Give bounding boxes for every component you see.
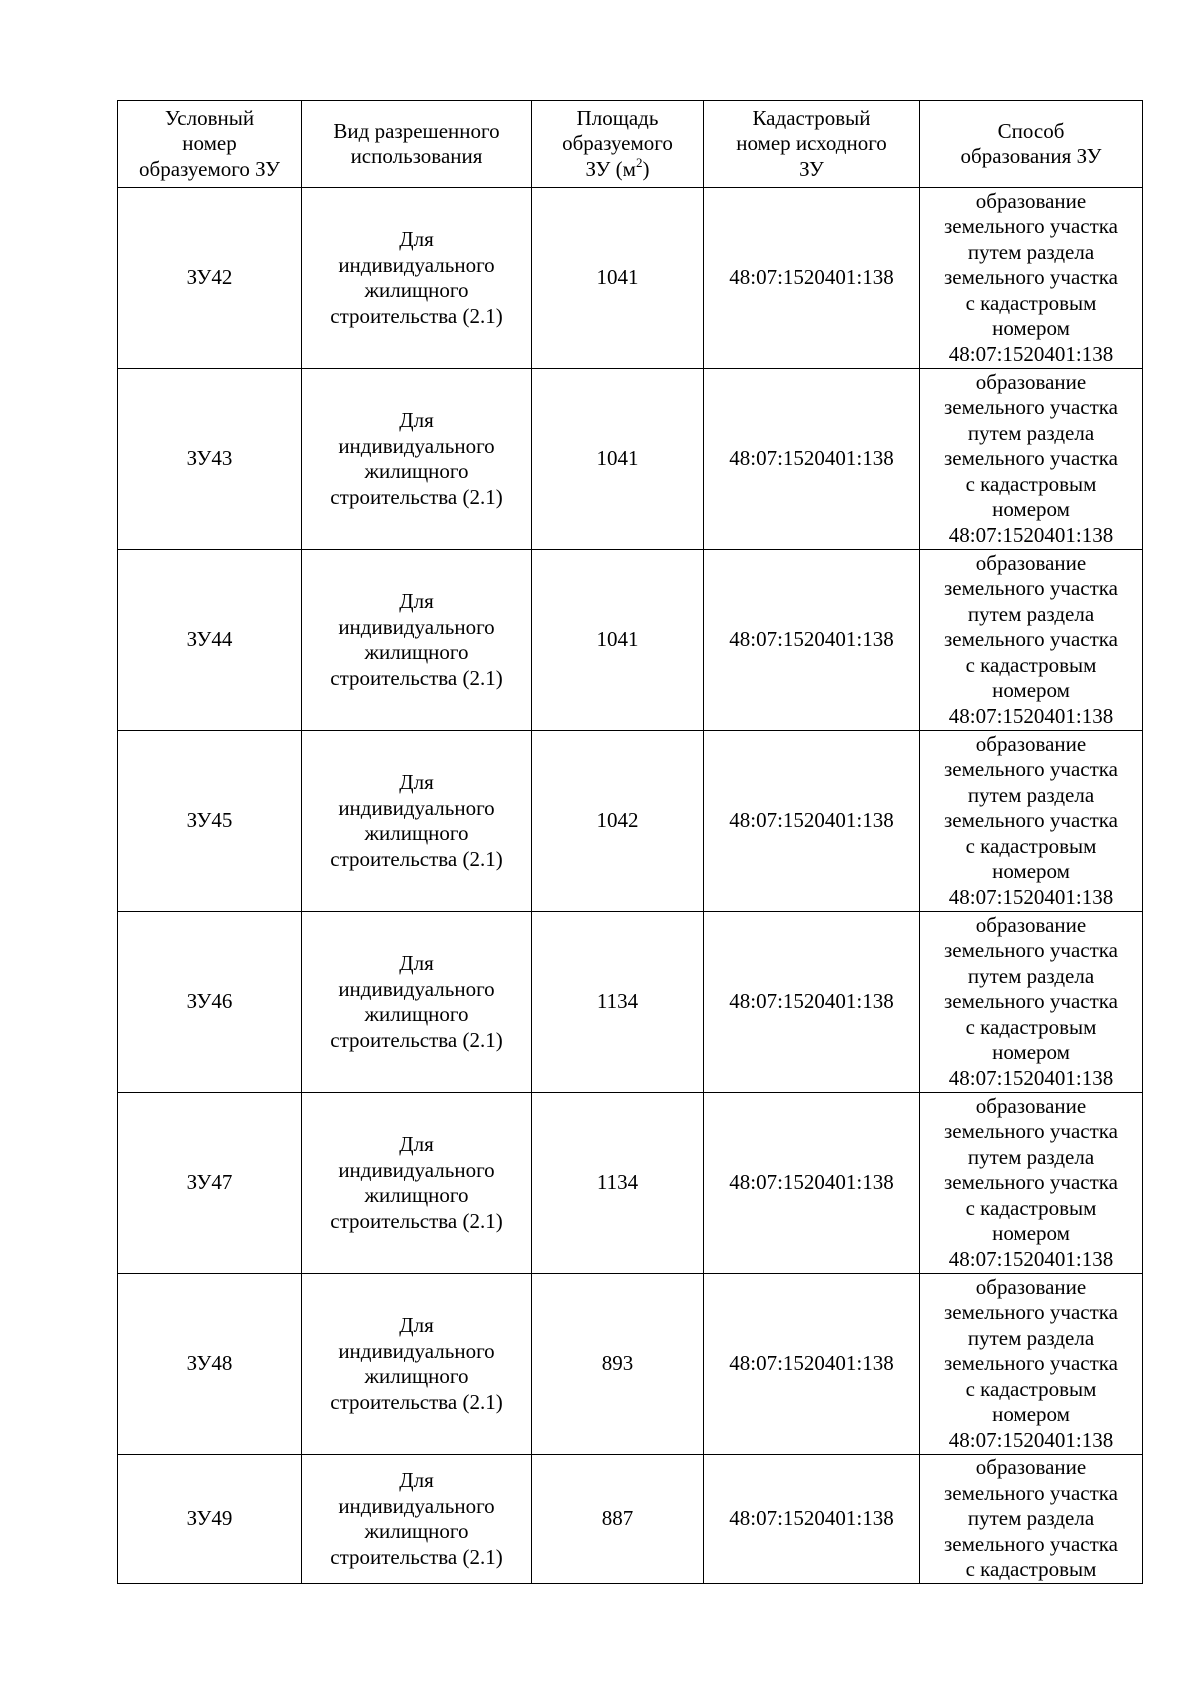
cell-area: 1134 <box>532 912 704 1093</box>
header-area-superscript: 2 <box>635 154 643 170</box>
cell-permitted-use: Для индивидуального жилищного строительства (2.1) <box>302 1455 532 1584</box>
cell-plot-number: ЗУ45 <box>118 731 302 912</box>
cell-area: 893 <box>532 1274 704 1455</box>
table-header <box>118 101 1143 188</box>
header-formation-method: Способ образования ЗУ <box>920 101 1143 188</box>
cell-source-cadastral: 48:07:1520401:138 <box>704 369 920 550</box>
table-body <box>118 188 1143 1584</box>
cell-source-cadastral: 48:07:1520401:138 <box>704 1274 920 1455</box>
cell-plot-number: ЗУ46 <box>118 912 302 1093</box>
cell-area: 1041 <box>532 369 704 550</box>
cell-plot-number: ЗУ44 <box>118 550 302 731</box>
cell-area: 1041 <box>532 188 704 369</box>
table-row <box>118 188 1143 369</box>
table-row <box>118 912 1143 1093</box>
table-row <box>118 731 1143 912</box>
cell-formation-method: образование земельного участка путем раздела земельного участка с кадастровым номером 48:07:1520401:138 <box>920 912 1143 1093</box>
cell-plot-number: ЗУ49 <box>118 1455 302 1584</box>
cell-permitted-use: Для индивидуального жилищного строительства (2.1) <box>302 731 532 912</box>
table-row <box>118 1093 1143 1274</box>
cell-formation-method: образование земельного участка путем раздела земельного участка с кадастровым номером 48:07:1520401:138 <box>920 731 1143 912</box>
cell-plot-number: ЗУ48 <box>118 1274 302 1455</box>
cell-area: 887 <box>532 1455 704 1584</box>
cell-plot-number: ЗУ47 <box>118 1093 302 1274</box>
cell-source-cadastral: 48:07:1520401:138 <box>704 912 920 1093</box>
cell-area: 1134 <box>532 1093 704 1274</box>
cell-permitted-use: Для индивидуального жилищного строительства (2.1) <box>302 912 532 1093</box>
cell-formation-method: образование земельного участка путем раздела земельного участка с кадастровым номером 48:07:1520401:138 <box>920 1093 1143 1274</box>
table-row <box>118 369 1143 550</box>
cell-permitted-use: Для индивидуального жилищного строительства (2.1) <box>302 188 532 369</box>
cell-permitted-use: Для индивидуального жилищного строительства (2.1) <box>302 1274 532 1455</box>
table-row <box>118 1455 1143 1584</box>
table-row <box>118 1274 1143 1455</box>
header-plot-number: Условный номер образуемого ЗУ <box>118 101 302 188</box>
header-area-close: ) <box>642 156 650 181</box>
header-source-cadastral: Кадастровый номер исходного ЗУ <box>704 101 920 188</box>
cell-permitted-use: Для индивидуального жилищного строительства (2.1) <box>302 1093 532 1274</box>
header-area <box>532 101 704 188</box>
cell-permitted-use: Для индивидуального жилищного строительства (2.1) <box>302 550 532 731</box>
cell-source-cadastral: 48:07:1520401:138 <box>704 1455 920 1584</box>
land-plots-table <box>117 100 1143 1584</box>
cell-source-cadastral: 48:07:1520401:138 <box>704 1093 920 1274</box>
cell-formation-method: образование земельного участка путем раздела земельного участка с кадастровым номером 48:07:1520401:138 <box>920 550 1143 731</box>
cell-permitted-use: Для индивидуального жилищного строительства (2.1) <box>302 369 532 550</box>
table-row <box>118 550 1143 731</box>
cell-plot-number: ЗУ42 <box>118 188 302 369</box>
cell-formation-method: образование земельного участка путем раздела земельного участка с кадастровым номером 48:07:1520401:138 <box>920 1274 1143 1455</box>
cell-formation-method: образование земельного участка путем раздела земельного участка с кадастровым <box>920 1455 1143 1584</box>
cell-source-cadastral: 48:07:1520401:138 <box>704 550 920 731</box>
header-row <box>118 101 1143 188</box>
cell-source-cadastral: 48:07:1520401:138 <box>704 188 920 369</box>
cell-formation-method: образование земельного участка путем раздела земельного участка с кадастровым номером 48:07:1520401:138 <box>920 369 1143 550</box>
cell-source-cadastral: 48:07:1520401:138 <box>704 731 920 912</box>
header-area-text: Площадь образуемого ЗУ (м <box>562 105 673 181</box>
cell-area: 1042 <box>532 731 704 912</box>
cell-plot-number: ЗУ43 <box>118 369 302 550</box>
cell-area: 1041 <box>532 550 704 731</box>
header-permitted-use: Вид разрешенного использования <box>302 101 532 188</box>
cell-formation-method: образование земельного участка путем раздела земельного участка с кадастровым номером 48:07:1520401:138 <box>920 188 1143 369</box>
